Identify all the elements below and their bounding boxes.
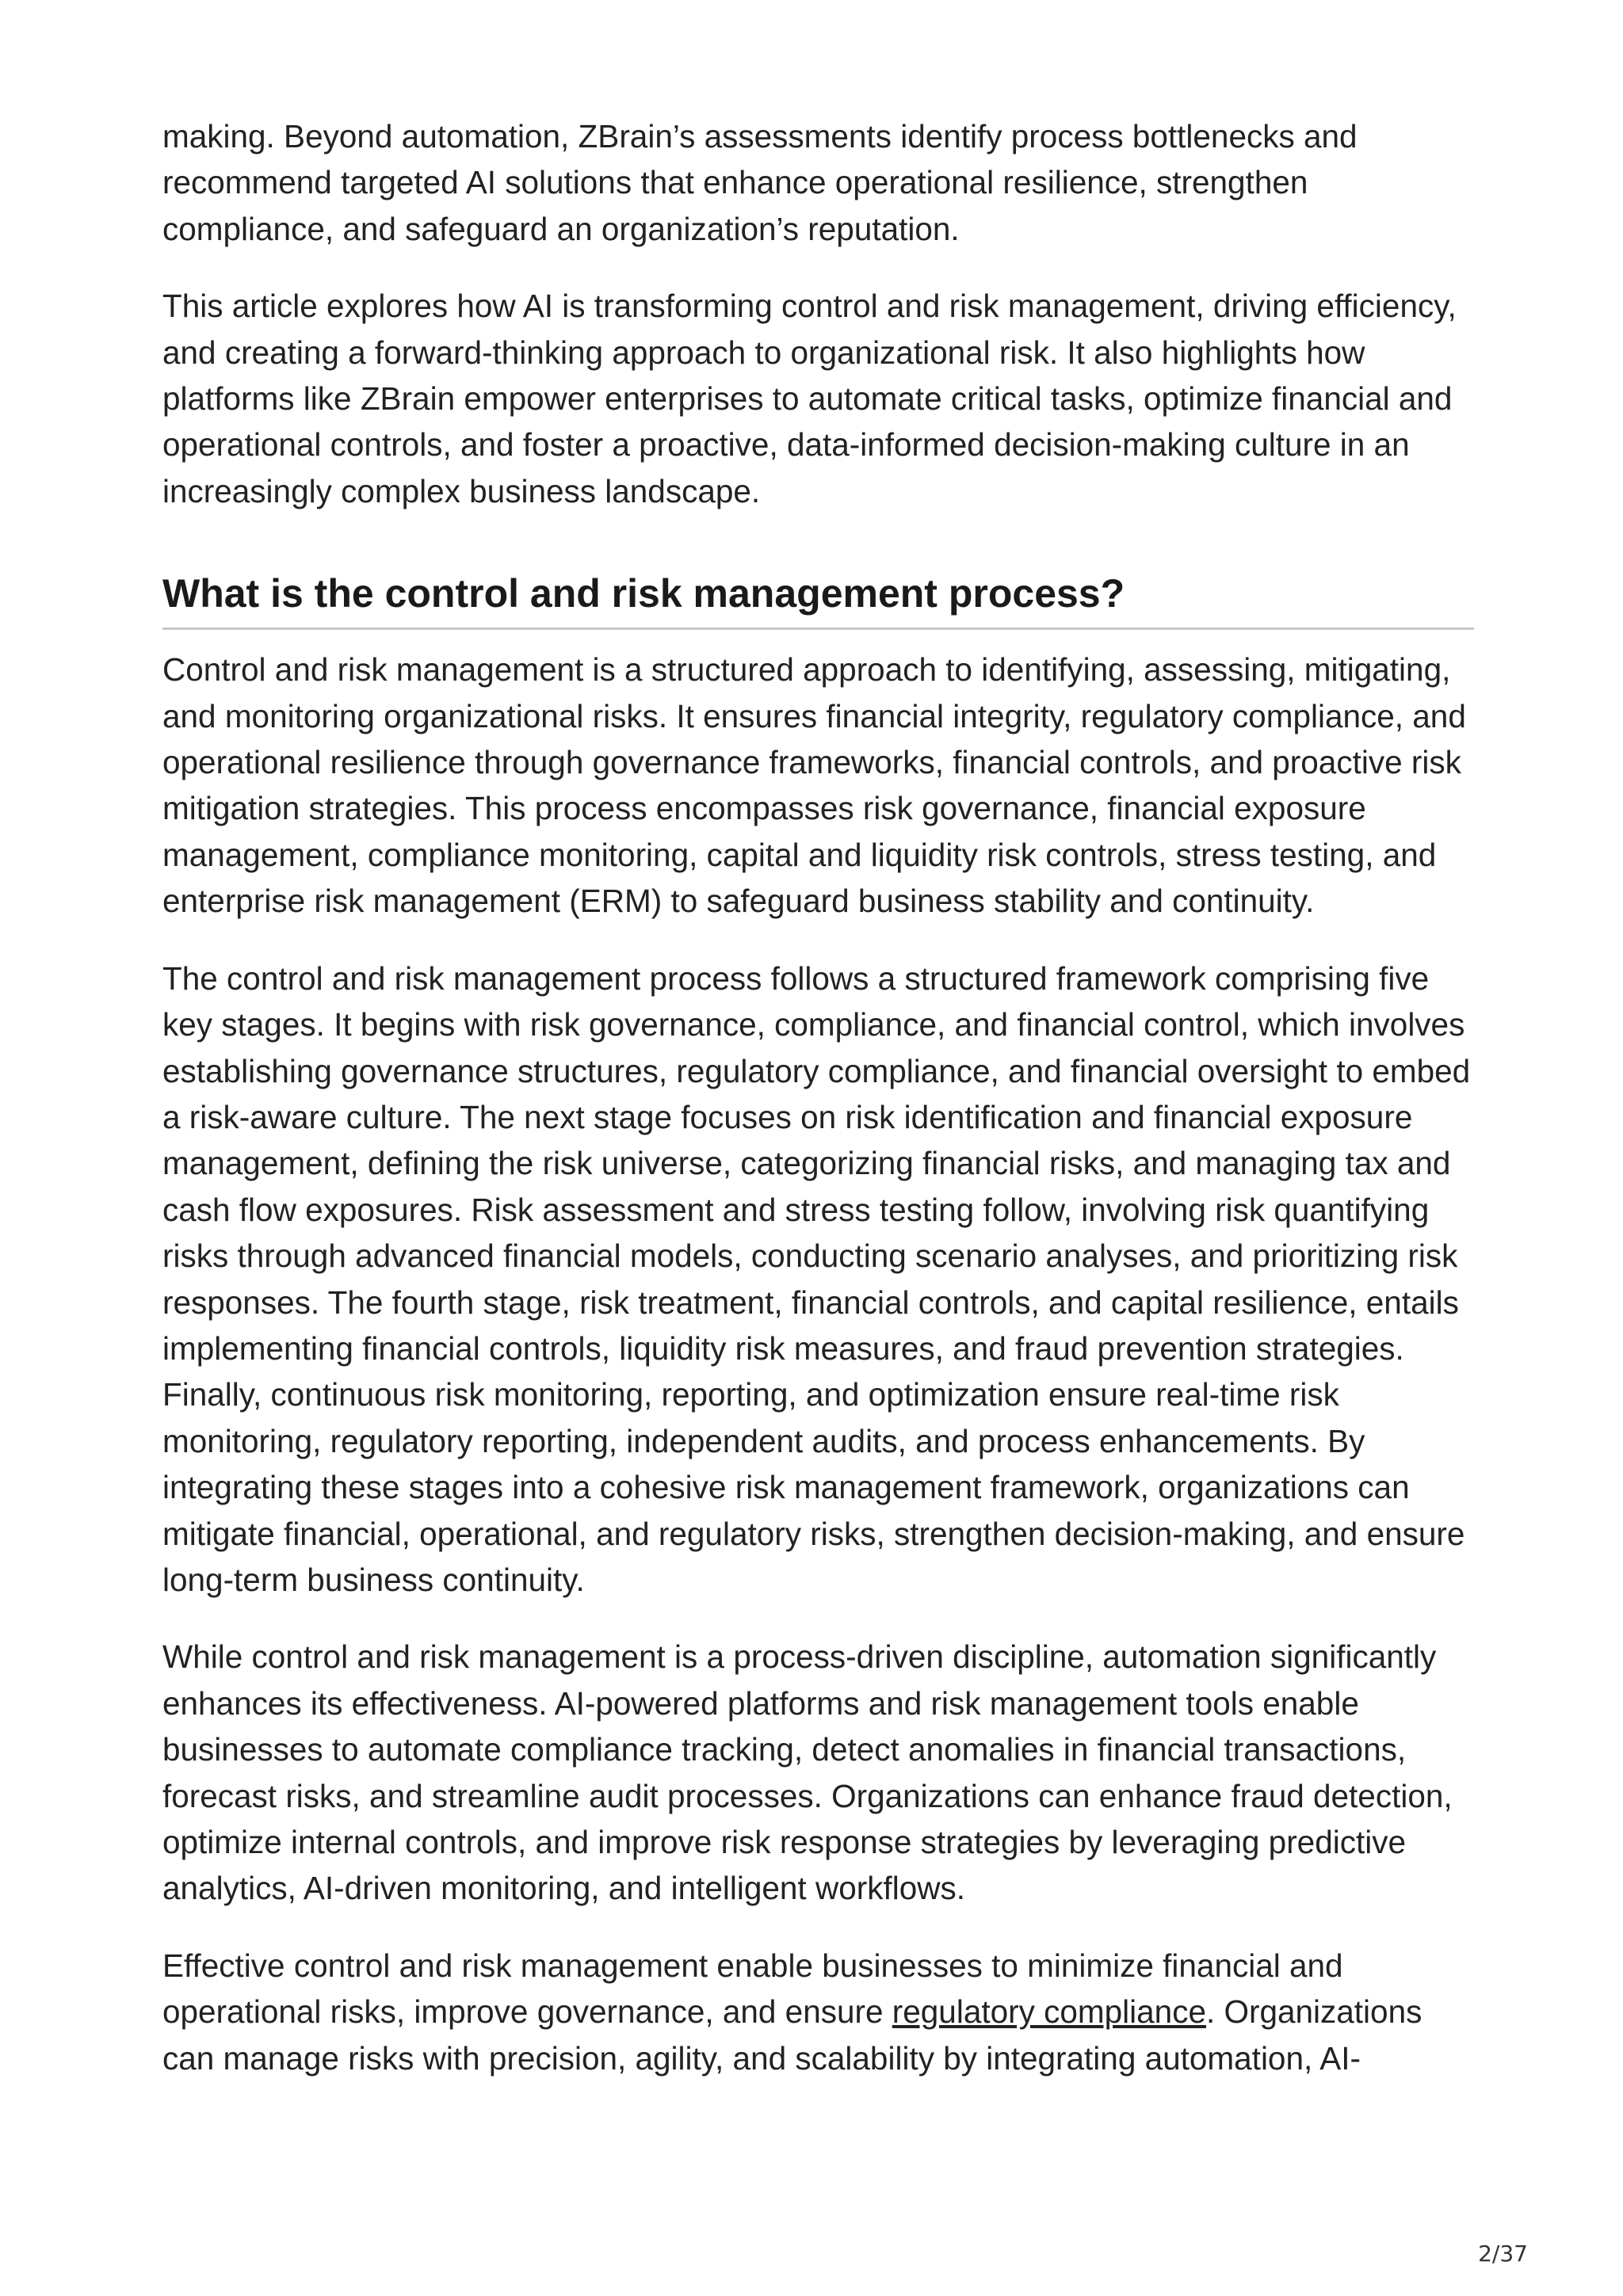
- framework-stages-paragraph: The control and risk management process follows a structured framework comprising five key stages. It begins with risk governance, compliance, and financial control, which involves establishing governance structures, regulatory compliance, and financial oversight to embed a risk-aware culture. The next stage focuses on risk identification and financial exposure management, defining the risk universe, categorizing financial risks, and managing tax and cash flow exposures. Risk assessment and stress testing follow, involving risk quantifying risks through advanced financial models, conducting scenario analyses, and prioritizing risk responses. The fourth stage, risk treatment, financial controls, and capital resilience, entails implementing financial controls, liquidity risk measures, and fraud prevention strategies. Finally, continuous risk monitoring, reporting, and optimization ensure real-time risk monitoring, regulatory reporting, independent audits, and process enhancements. By integrating these stages into a cohesive risk management framework, organizations can mitigate financial, operational, and regulatory risks, strengthen decision-making, and ensure long-term business continuity.: [162, 959, 1471, 1598]
- conclusion-paragraph: [162, 1943, 1474, 2081]
- regulatory-compliance-link[interactable]: regulatory compliance: [892, 1993, 1206, 2031]
- definition-paragraph: Control and risk management is a structured approach to identifying, assessing, mitigating, and monitoring organizational risks. It ensures financial integrity, regulatory compliance, and operational resilience through governance frameworks, financial controls, and proactive risk mitigation strategies. This process encompasses risk governance, financial exposure management, compliance monitoring, capital and liquidity risk controls, stress testing, and enterprise risk management (ERM) to safeguard business stability and continuity.: [162, 651, 1466, 920]
- conclusion-text-end: . Organizations can manage risks with precision, agility, and scalability by integrating automation, AI-: [162, 1993, 1423, 2077]
- conclusion-text-start: Effective control and risk management enable businesses to minimize financial and operational risks, improve governance, and ensure: [162, 1947, 1343, 2031]
- heading-divider: [162, 627, 1474, 630]
- automation-paragraph: While control and risk management is a process-driven discipline, automation significantly enhances its effectiveness. AI-powered platforms and risk management tools enable businesses to automate compliance tracking, detect anomalies in financial transactions, forecast risks, and streamline audit processes. Organizations can enhance fraud detection, optimize internal controls, and improve risk response strategies by leveraging predictive analytics, AI-driven monitoring, and intelligent workflows.: [162, 1638, 1453, 1907]
- article-overview-paragraph: This article explores how AI is transforming control and risk management, driving efficiency, and creating a forward-thinking approach to organizational risk. It also highlights how platforms like ZBrain empower enterprises to automate critical tasks, optimize financial and operational controls, and foster a proactive, data-informed decision-making culture in an increasingly complex business landscape.: [162, 288, 1457, 509]
- article-body: [162, 113, 1474, 2112]
- page-number: 2/37: [1478, 2241, 1528, 2267]
- intro-paragraph-continued: making. Beyond automation, ZBrain’s assessments identify process bottlenecks and recommend targeted AI solutions that enhance operational resilience, strengthen compliance, and safeguard an organization’s reputation.: [162, 118, 1358, 247]
- section-heading: What is the control and risk management process?: [162, 571, 1125, 616]
